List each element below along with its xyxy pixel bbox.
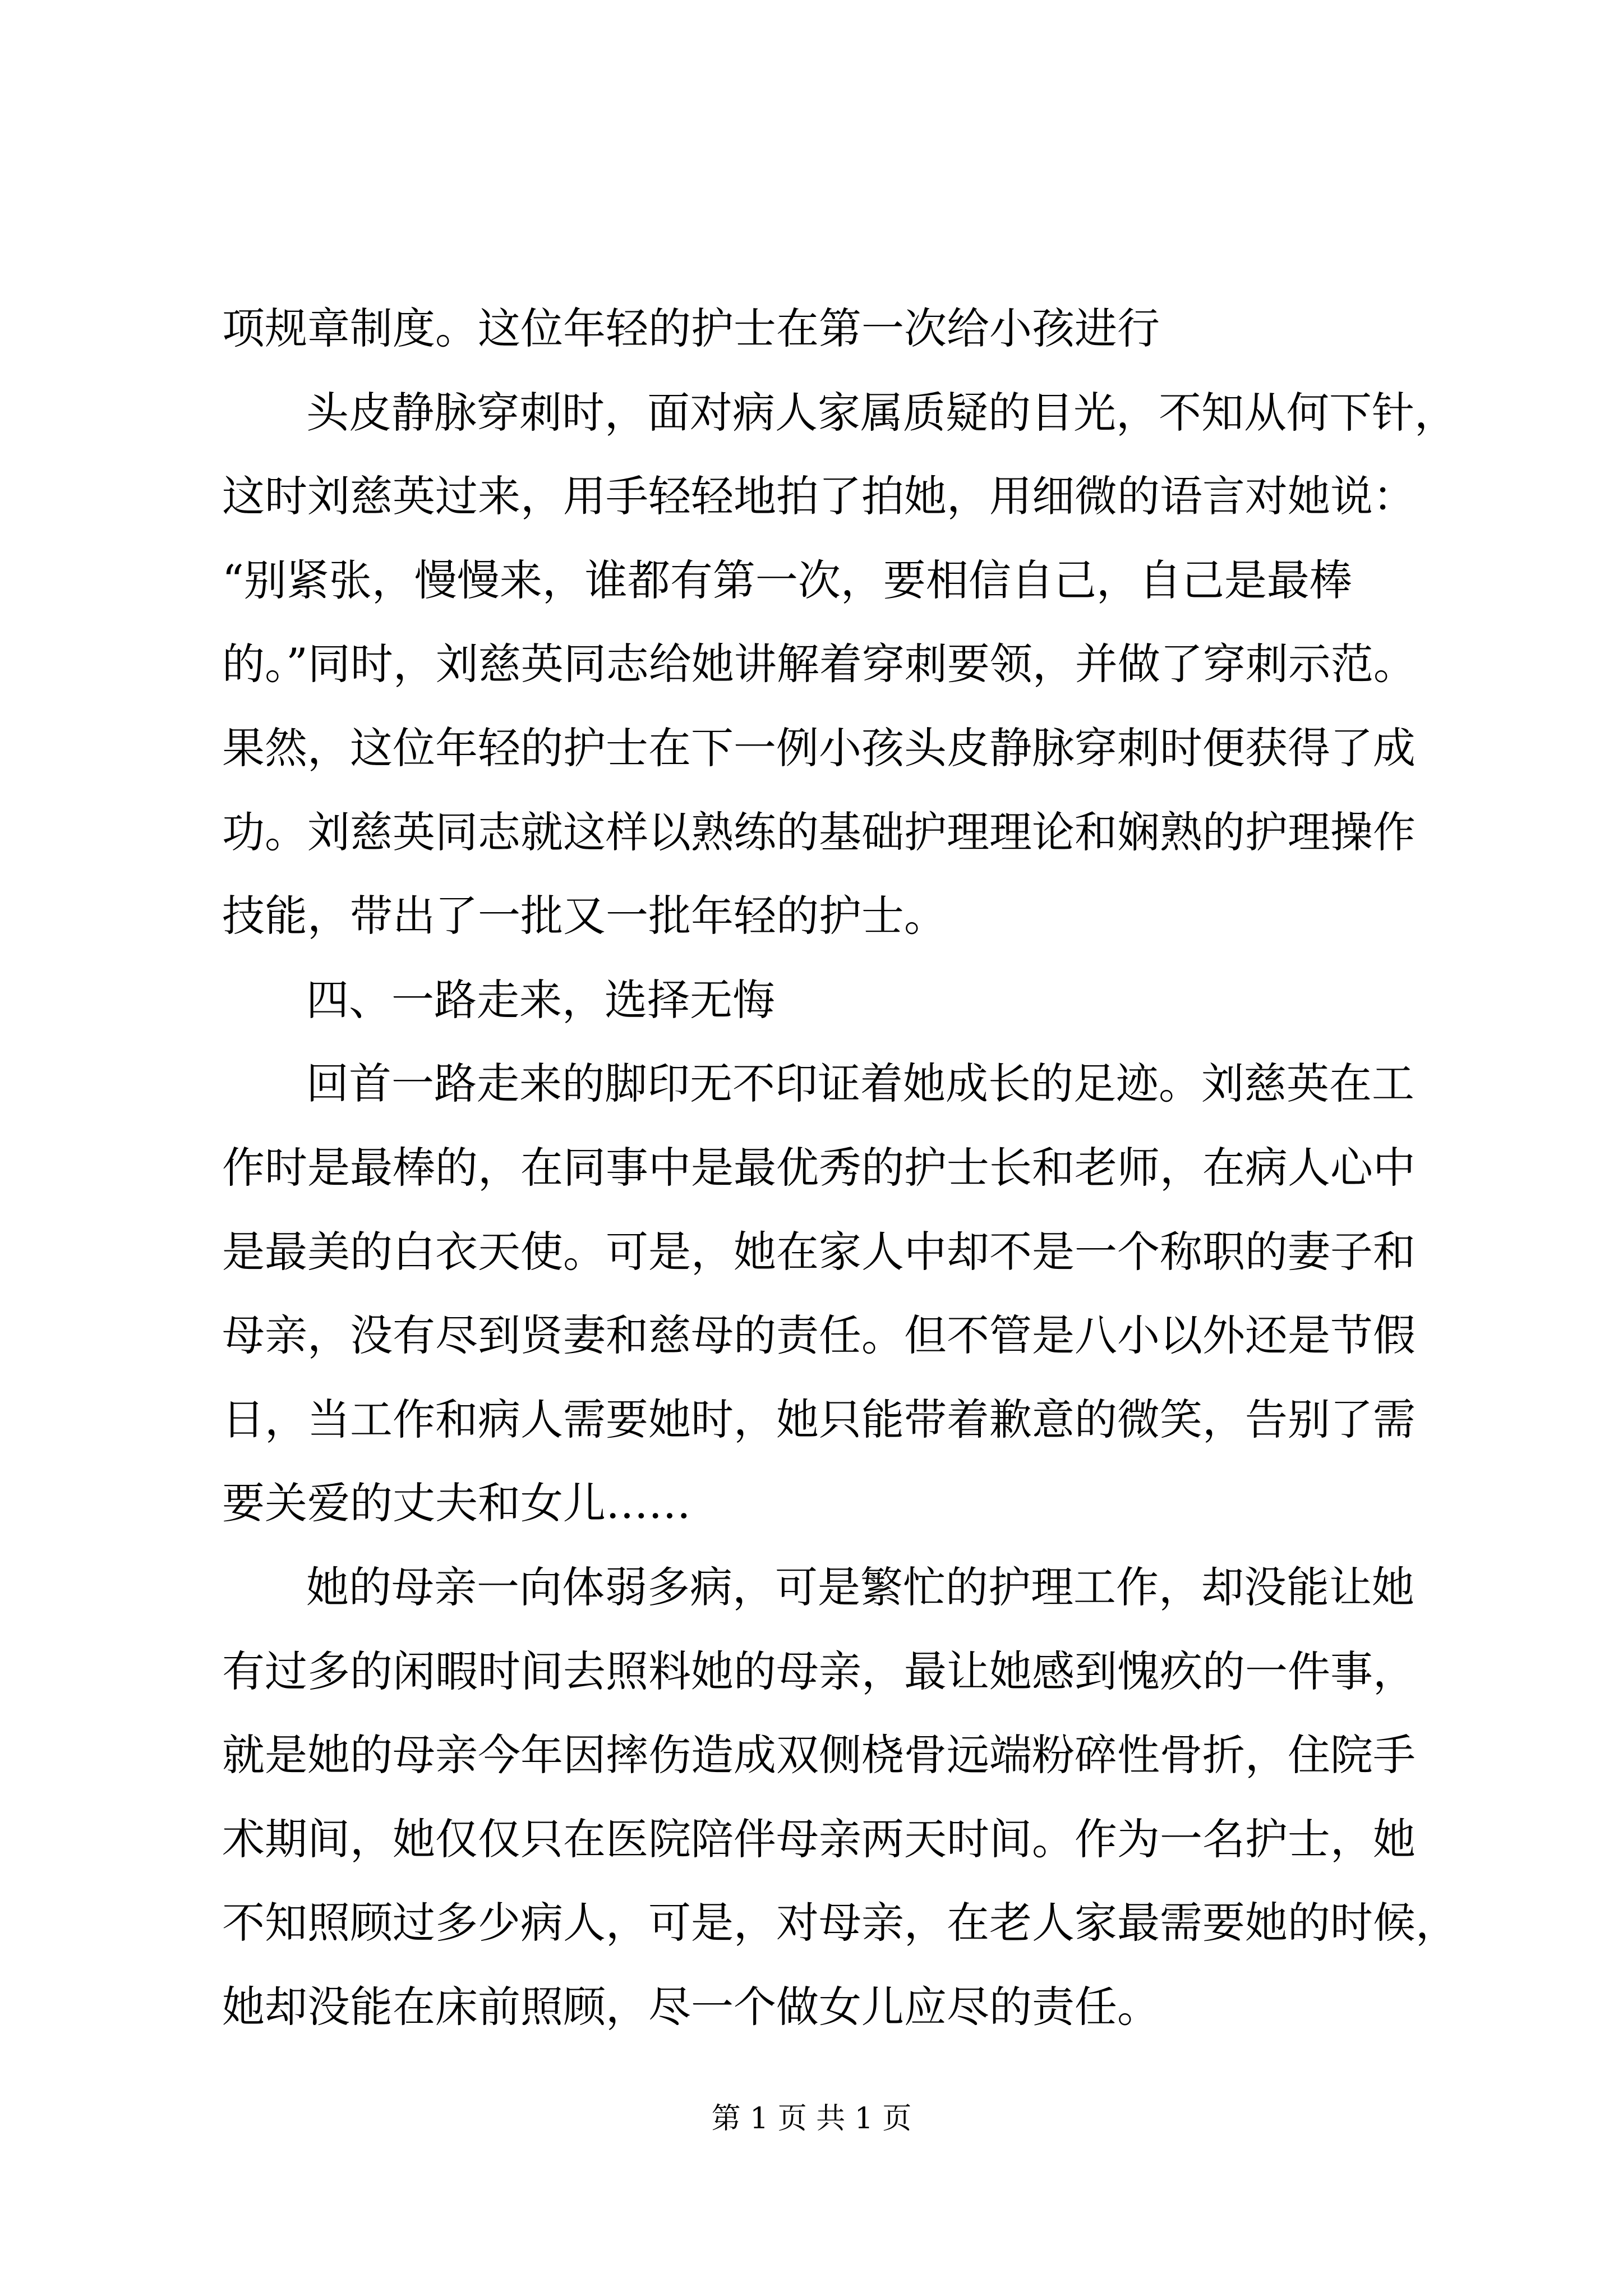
text-line: 母亲，没有尽到贤妻和慈母的责任。但不管是八小以外还是节假 [222, 1310, 1415, 1360]
text-line: 技能，带出了一批又一批年轻的护士。 [222, 891, 947, 941]
text-line: 项规章制度。这位年轻的护士在第一次给小孩进行 [222, 303, 1160, 353]
text-line: 她却没能在床前照顾，尽一个做女儿应尽的责任。 [222, 1982, 1160, 2032]
text-line: 她的母亲一向体弱多病，可是繁忙的护理工作，却没能让她 [306, 1562, 1414, 1612]
text-line: 这时刘慈英过来，用手轻轻地拍了拍她，用细微的语言对她说： [222, 471, 1415, 521]
page-footer: 第 1 页 共 1 页 [711, 2102, 912, 2136]
text-line: “别紧张，慢慢来，谁都有第一次，要相信自己，自己是最棒 [222, 555, 1352, 605]
text-line: 不知照顾过多少病人，可是，对母亲，在老人家最需要她的时候， [222, 1898, 1458, 1948]
text-line: 是最美的白衣天使。可是，她在家人中却不是一个称职的妻子和 [222, 1227, 1415, 1277]
section-heading: 四、一路走来，选择无悔 [306, 975, 775, 1025]
text-line: 术期间，她仅仅只在医院陪伴母亲两天时间。作为一名护士，她 [222, 1814, 1415, 1864]
text-line: 有过多的闲暇时间去照料她的母亲，最让她感到愧疚的一件事， [222, 1646, 1415, 1696]
text-line: 就是她的母亲今年因摔伤造成双侧桡骨远端粉碎性骨折，住院手 [222, 1730, 1415, 1780]
text-line: 的。”同时，刘慈英同志给她讲解着穿刺要领，并做了穿刺示范。 [222, 639, 1416, 689]
text-line: 要关爱的丈夫和女儿…… [222, 1478, 691, 1528]
text-line: 功。刘慈英同志就这样以熟练的基础护理理论和娴熟的护理操作 [222, 807, 1415, 857]
text-line: 日，当工作和病人需要她时，她只能带着歉意的微笑，告别了需 [222, 1395, 1415, 1444]
text-line: 果然，这位年轻的护士在下一例小孩头皮静脉穿刺时便获得了成 [222, 723, 1415, 773]
text-line: 回首一路走来的脚印无不印证着她成长的足迹。刘慈英在工 [306, 1059, 1414, 1108]
text-line: 头皮静脉穿刺时，面对病人家属质疑的目光，不知从何下针， [306, 388, 1457, 438]
text-line: 作时是最棒的，在同事中是最优秀的护士长和老师，在病人心中 [222, 1143, 1415, 1193]
